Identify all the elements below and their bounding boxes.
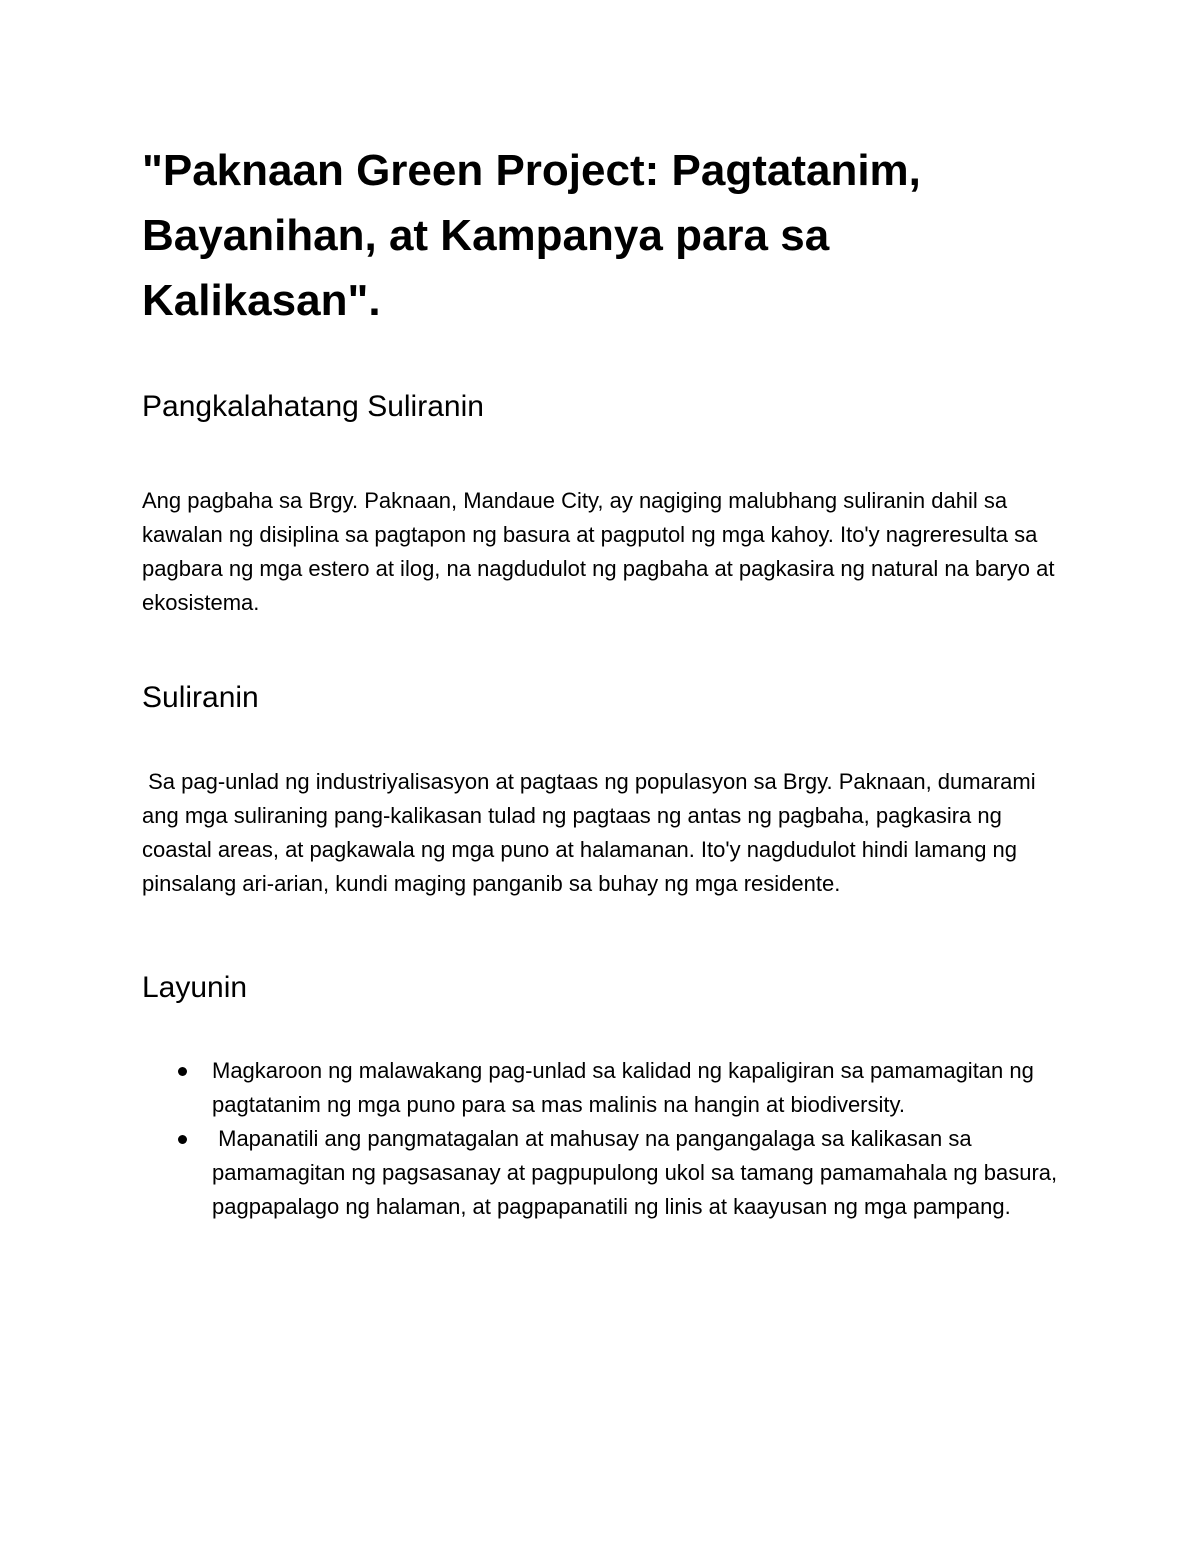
document-title: "Paknaan Green Project: Pagtatanim, Bayanihan, at Kampanya para sa Kalikasan". <box>142 146 921 325</box>
list-item <box>0 1122 1067 1224</box>
bullet-icon <box>178 1067 187 1076</box>
section-body-problem: Sa pag-unlad ng industriyalisasyon at pagtaas ng populasyon sa Brgy. Paknaan, dumarami ang mga suliraning pang-kalikasan tulad ng pagtaas ng antas ng pagbaha, pagkasira ng coastal areas, at pagkawala ng mga puno at halamanan. Ito'y nagdudulot hindi lamang ng pinsalang ari-arian, kundi maging panganib sa buhay ng mga residente. <box>142 769 1042 896</box>
goals-list <box>0 1054 1200 1224</box>
list-item <box>0 1054 1067 1122</box>
section-heading-overview: Pangkalahatang Suliranin <box>142 390 484 423</box>
section-heading-problem: Suliranin <box>142 681 259 714</box>
goal-text: Magkaroon ng malawakang pag-unlad sa kalidad ng kapaligiran sa pamamagitan ng pagtatanim ng mga puno para sa mas malinis na hangin at biodiversity. <box>212 1058 1034 1117</box>
goal-text: Mapanatili ang pangmatagalan at mahusay na pangangalaga sa kalikasan sa pamamagitan ng pagsasanay at pagpupulong ukol sa tamang pamamahala ng basura, pagpapalago ng halaman, at pagpapanatili ng linis at kaayusan ng mga pampang. <box>212 1126 1064 1219</box>
section-body-overview: Ang pagbaha sa Brgy. Paknaan, Mandaue City, ay nagiging malubhang suliranin dahil sa kawalan ng disiplina sa pagtapon ng basura at pagputol ng mga kahoy. Ito'y nagreresulta sa pagbara ng mga estero at ilog, na nagdudulot ng pagbaha at pagkasira ng natural na baryo at ekosistema. <box>142 488 1055 615</box>
section-heading-goals: Layunin <box>142 971 248 1004</box>
bullet-icon <box>178 1135 187 1144</box>
